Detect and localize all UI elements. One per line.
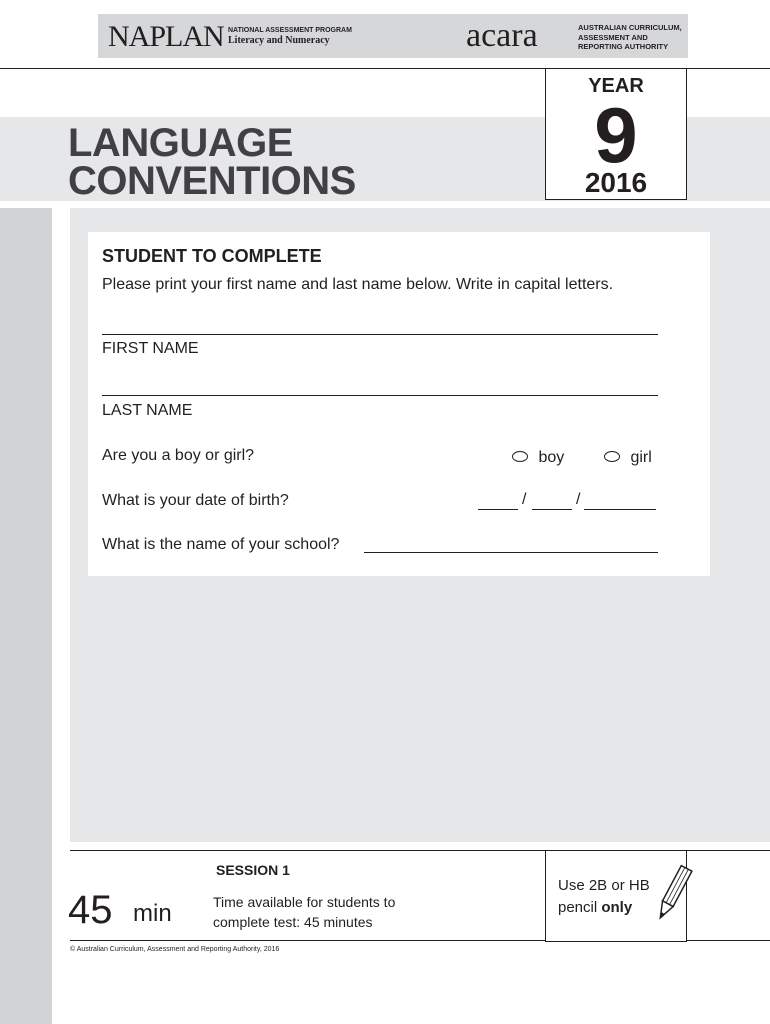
- session-label: SESSION 1: [216, 862, 290, 878]
- pencil-note-line2: [558, 897, 650, 919]
- last-name-field[interactable]: [102, 395, 658, 396]
- gender-option-boy[interactable]: [512, 449, 564, 467]
- first-name-label: FIRST NAME: [102, 340, 199, 357]
- pencil-icon: [652, 863, 694, 925]
- boy-radio[interactable]: [512, 451, 528, 462]
- time-number: 45: [68, 888, 113, 932]
- acara-logo: acara: [466, 17, 538, 54]
- pencil-note-only: only: [601, 899, 633, 916]
- pencil-note-box: [545, 850, 687, 942]
- test-year: 2016: [584, 167, 648, 198]
- naplan-program-line2: Literacy and Numeracy: [228, 35, 330, 46]
- copyright: © Australian Curriculum, Assessment and Reporting Authority, 2016: [70, 946, 280, 953]
- footer-rule-bottom-right: [687, 940, 770, 941]
- naplan-logo: NAPLAN: [108, 20, 224, 53]
- title-line1: LANGUAGE: [68, 121, 293, 165]
- footer-rule-bottom: [70, 940, 545, 941]
- footer-rule-top-right: [687, 850, 770, 851]
- year-label: YEAR: [588, 75, 644, 97]
- naplan-program-line1: NATIONAL ASSESSMENT PROGRAM: [228, 27, 352, 34]
- first-name-field[interactable]: [102, 334, 658, 335]
- logo-bar: [98, 14, 688, 58]
- year-level: 9: [594, 91, 638, 179]
- naplan-program-text: [228, 26, 352, 46]
- dob-year-field[interactable]: [584, 509, 656, 510]
- top-rule-right: [687, 68, 770, 69]
- gender-question: Are you a boy or girl?: [102, 447, 255, 464]
- dob-day-field[interactable]: [478, 509, 518, 510]
- acara-authority-text: [578, 23, 682, 52]
- pencil-note-prefix: pencil: [558, 899, 602, 916]
- pencil-note: [558, 875, 650, 919]
- card-instruction: Please print your first name and last name below. Write in capital letters.: [102, 276, 614, 293]
- top-rule-left: [0, 68, 545, 69]
- time-description: [213, 892, 433, 932]
- pencil-note-line1: Use 2B or HB: [558, 877, 650, 894]
- footer-rule-top: [70, 850, 545, 851]
- girl-label: girl: [630, 449, 652, 466]
- year-box: [545, 68, 687, 200]
- dob-separator-1: /: [522, 491, 527, 508]
- acara-line3: REPORTING AUTHORITY: [578, 42, 669, 51]
- girl-radio[interactable]: [604, 451, 620, 462]
- time-unit: min: [133, 900, 172, 927]
- school-name-field[interactable]: [364, 552, 658, 553]
- dob-separator-2: /: [576, 491, 581, 508]
- school-question: What is the name of your school?: [102, 536, 340, 553]
- dob-month-field[interactable]: [532, 509, 572, 510]
- page-title: [68, 121, 356, 203]
- card-heading: STUDENT TO COMPLETE: [102, 246, 322, 266]
- dob-question: What is your date of birth?: [102, 492, 289, 509]
- left-strip: [0, 208, 52, 1024]
- gender-option-girl[interactable]: [604, 449, 652, 467]
- boy-label: boy: [538, 449, 565, 466]
- acara-line1: AUSTRALIAN CURRICULUM,: [578, 23, 682, 32]
- acara-line2: ASSESSMENT AND: [578, 32, 648, 42]
- last-name-label: LAST NAME: [102, 402, 193, 419]
- time-desc-line2: complete test: 45 minutes: [213, 914, 373, 930]
- student-details-card: [88, 232, 710, 576]
- title-line2: CONVENTIONS: [68, 159, 356, 203]
- time-desc-line1: Time available for students to: [213, 894, 396, 910]
